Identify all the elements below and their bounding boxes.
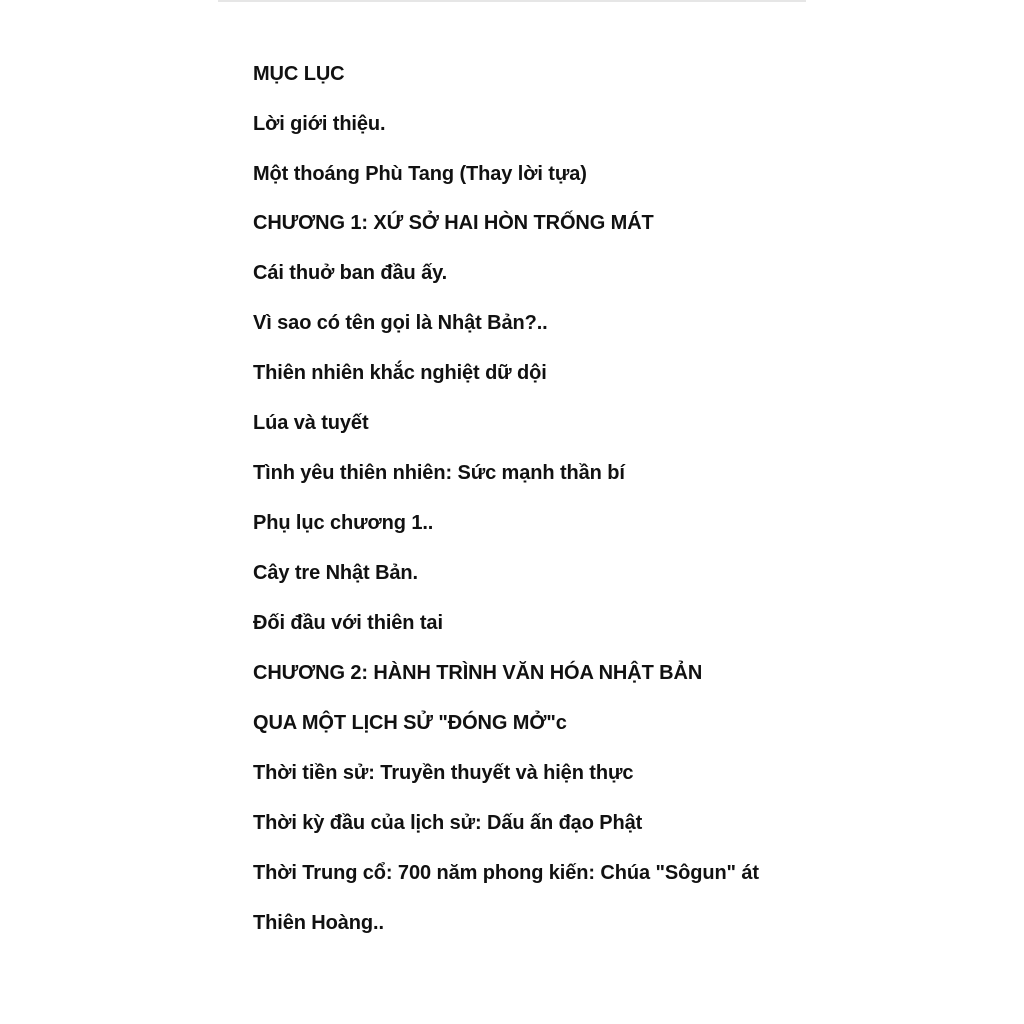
toc-entry: Một thoáng Phù Tang (Thay lời tựa) (253, 163, 587, 185)
toc-entry: Thời Trung cổ: 700 năm phong kiến: Chúa "Sôgun" át (253, 862, 759, 884)
top-divider (218, 0, 806, 2)
toc-entry: Thời tiền sử: Truyền thuyết và hiện thực (253, 762, 634, 784)
toc-chapter-heading: CHƯƠNG 2: HÀNH TRÌNH VĂN HÓA NHẬT BẢN (253, 662, 703, 684)
toc-heading: MỤC LỤC (253, 63, 345, 85)
toc-entry: Cây tre Nhật Bản. (253, 562, 419, 584)
toc-chapter-heading: CHƯƠNG 1: XỨ SỞ HAI HÒN TRỐNG MÁT (253, 212, 654, 234)
toc-entry: Thời kỳ đầu của lịch sử: Dấu ấn đạo Phật (253, 812, 643, 834)
toc-entry: Cái thuở ban đầu ấy. (253, 262, 448, 284)
toc-entry: Đối đầu với thiên tai (253, 612, 443, 634)
toc-entry: Thiên Hoàng.. (253, 912, 384, 934)
toc-entry: Thiên nhiên khắc nghiệt dữ dội (253, 362, 547, 384)
toc-chapter-heading: QUA MỘT LỊCH SỬ "ĐÓNG MỞ"c (253, 712, 567, 734)
toc-entry: Lời giới thiệu. (253, 113, 386, 135)
toc-entry: Phụ lục chương 1.. (253, 512, 434, 534)
toc-entry: Tình yêu thiên nhiên: Sức mạnh thần bí (253, 462, 625, 484)
toc-entry: Vì sao có tên gọi là Nhật Bản?.. (253, 312, 548, 334)
toc-entry: Lúa và tuyết (253, 412, 369, 434)
